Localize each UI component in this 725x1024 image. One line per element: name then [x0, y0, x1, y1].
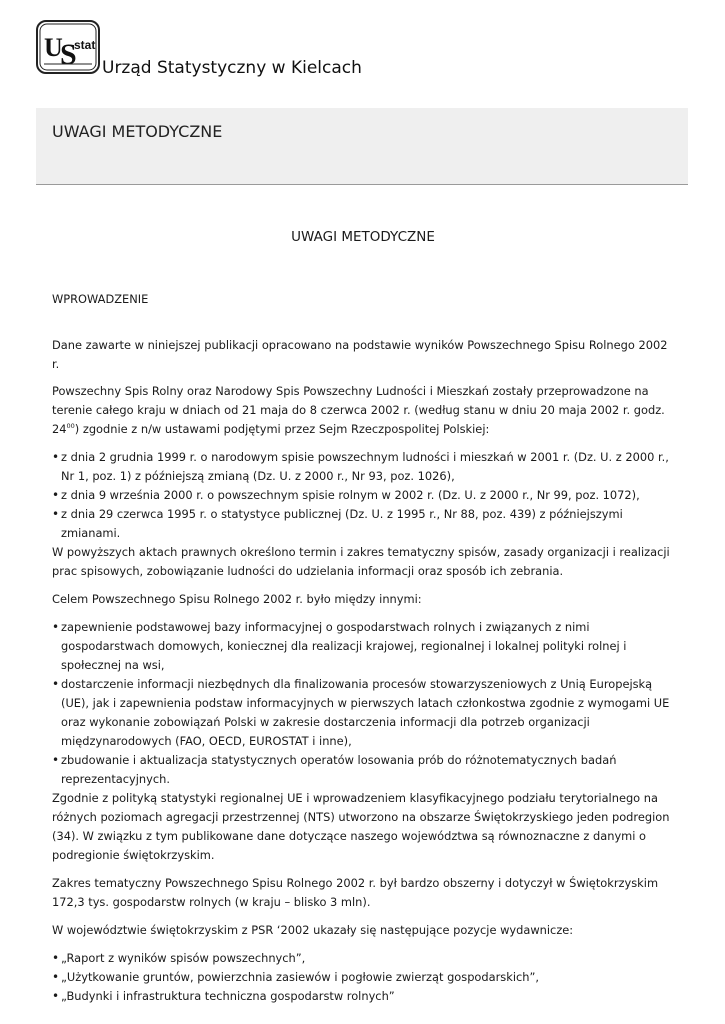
paragraph-census-tail: ) zgodnie z n/w ustawami podjętymi przez Sejm Rzeczpospolitej Polskiej: [74, 422, 490, 436]
svg-text:S: S [60, 38, 77, 71]
list-item: • „Raport z wyników spisów powszechnych”, [52, 949, 674, 968]
publications-list [52, 949, 674, 1006]
page-header [36, 20, 696, 80]
svg-text:U: U [44, 33, 63, 62]
paragraph-census [52, 382, 674, 439]
list-item: • „Budynki i infrastruktura techniczna gospodarstw rolnych” [52, 987, 674, 1006]
document-heading: UWAGI METODYCZNE [291, 229, 435, 245]
paragraph-scope: Zakres tematyczny Powszechnego Spisu Rolnego 2002 r. był bardzo obszerny i dotyczył w Świętokrzyskim 172,3 tys. gospodarstw rolnych (w kraju – blisko 3 mln). [52, 876, 659, 909]
svg-text:stat: stat [74, 38, 96, 52]
title-band [36, 108, 688, 185]
paragraph-legal: W powyższych aktach prawnych określono termin i zakres tematyczny spisów, zasady organizacji i realizacji prac spisowych, zobowiązanie ludności do udzielania informacji oraz sposób ich zebrania. [52, 545, 670, 578]
paragraph-census-text: Powszechny Spis Rolny oraz Narodowy Spis Powszechny Ludności i Mieszkań zostały przeprowadzone na terenie całego kraju w dniach od 21 maja do 8 czerwca 2002 r. (według stanu w dniu 20 maja 2002 r. godz. 24 [52, 384, 665, 436]
hour-superscript: 00 [66, 422, 75, 430]
goals-list [52, 618, 674, 789]
paragraph-nts: Zgodnie z polityką statystyki regionalnej UE i wprowadzeniem klasyfikacyjnego podziału terytorialnego na różnych poziomach agregacji przestrzennej (NTS) utworzono na obszarze Świętokrzyskiego jeden podregion (34). W związku z tym publikowane dane dotyczące naszego województwa są równoznaczne z danymi o podregionie świętokrzyskim. [52, 791, 670, 862]
list-item: • z dnia 2 grudnia 1999 r. o narodowym spisie powszechnym ludności i mieszkań w 2001 r. (Dz. U. z 2000 r., Nr 1, poz. 1) z późniejszą zmianą (Dz. U. z 2000 r., Nr 93, poz. 1026), [52, 448, 674, 486]
list-item: • dostarczenie informacji niezbędnych dla finalizowania procesów stowarzyszeniowych z Unią Europejską (UE), jak i zapewnienia podstaw informacyjnych w pierwszych latach członkostwa zgodnie z wymogami UE oraz wykonanie zobowiązań Polski w zakresie dostarczenia informacji dla potrzeb organizacji międzynarodowych (FAO, OECD, EUROSTAT i inne), [52, 675, 674, 751]
paragraph-goals-intro: Celem Powszechnego Spisu Rolnego 2002 r. było między innymi: [52, 592, 422, 606]
document-body [52, 228, 674, 1015]
list-item: • zapewnienie podstawowej bazy informacyjnej o gospodarstwach rolnych i związanych z nimi gospodarstwach domowych, koniecznej dla realizacji krajowej, regionalnej i lokalnej polityki rolnej i społecznej na wsi, [52, 618, 674, 675]
list-item: • z dnia 29 czerwca 1995 r. o statystyce publicznej (Dz. U. z 1995 r., Nr 88, poz. 439) z późniejszymi zmianami. [52, 505, 674, 543]
laws-list [52, 448, 674, 543]
organization-name: Urząd Statystyczny w Kielcach [102, 58, 362, 78]
list-item: • „Użytkowanie gruntów, powierzchnia zasiewów i pogłowie zwierząt gospodarskich”, [52, 968, 674, 987]
list-item: • zbudowanie i aktualizacja statystycznych operatów losowania prób do różnotematycznych badań reprezentacyjnych. [52, 751, 674, 789]
page-title: UWAGI METODYCZNE [52, 122, 223, 141]
section-heading: WPROWADZENIE [52, 292, 149, 306]
list-item: • z dnia 9 września 2000 r. o powszechnym spisie rolnym w 2002 r. (Dz. U. z 2000 r., Nr 99, poz. 1072), [52, 486, 674, 505]
paragraph-intro: Dane zawarte w niniejszej publikacji opracowano na podstawie wyników Powszechnego Spisu Rolnego 2002 r. [52, 338, 668, 371]
us-stat-logo-icon [36, 20, 100, 74]
paragraph-publications-intro: W województwie świętokrzyskim z PSR ‘2002 ukazały się następujące pozycje wydawnicze: [52, 923, 574, 937]
